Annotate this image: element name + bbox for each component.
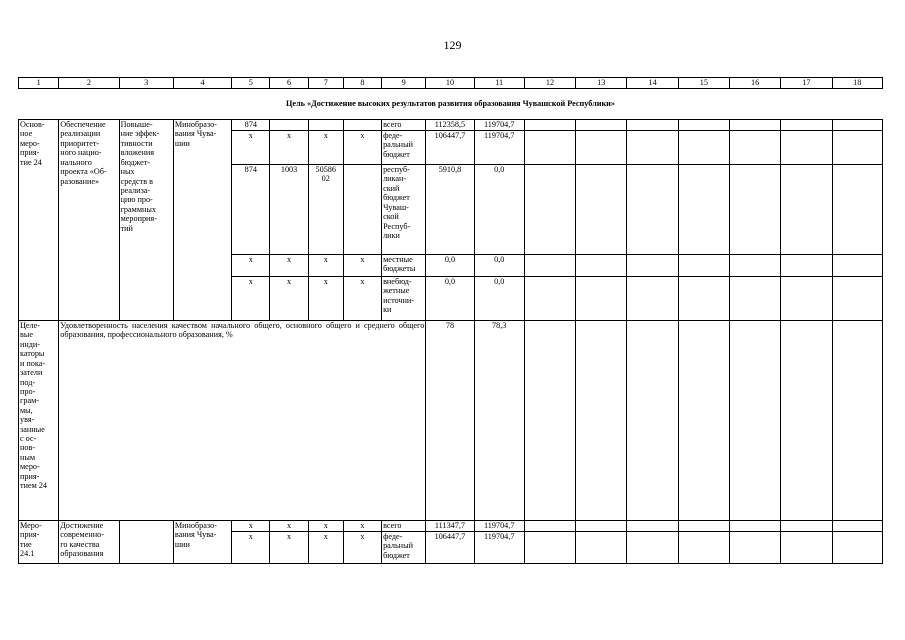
cell-empty: [781, 532, 832, 564]
budget-table: [18, 77, 883, 564]
cell-target: x: [308, 131, 343, 165]
cell-empty: [524, 277, 575, 321]
cell-empty: [627, 532, 678, 564]
cell-expense-type: [343, 165, 381, 255]
cell-source: респуб- ликан- ский бюджет Чуваш- ской Респуб- лики: [382, 165, 426, 255]
event-executor: Минобразо- вания Чува- шии: [173, 521, 231, 564]
cell-empty: [832, 321, 882, 521]
cell-empty: [729, 120, 780, 131]
col-number: 11: [474, 78, 524, 89]
cell-empty: [781, 277, 832, 321]
col-number: 4: [173, 78, 231, 89]
col-number: 1: [19, 78, 59, 89]
cell-empty: [576, 165, 627, 255]
cell-empty: [781, 165, 832, 255]
cell-section: x: [270, 255, 308, 277]
goal-row: [19, 89, 883, 120]
goal-title: Цель «Достижение высоких результатов развития образования Чувашской Республики»: [19, 89, 883, 120]
cell-target: x: [308, 277, 343, 321]
cell-target: x: [308, 521, 343, 532]
cell-empty: [678, 255, 729, 277]
cell-empty: [781, 131, 832, 165]
col-number: 13: [576, 78, 627, 89]
cell-empty: [678, 131, 729, 165]
event-label: Меро- прия- тие 24.1: [19, 521, 59, 564]
indicator-2020: 78,3: [474, 321, 524, 521]
cell-2019: 0,0: [426, 255, 474, 277]
cell-empty: [524, 131, 575, 165]
cell-2020: 119704,7: [474, 532, 524, 564]
cell-grbs: x: [232, 521, 270, 532]
event-name: Достижение современно- го качества образования: [59, 521, 119, 564]
cell-expense-type: x: [343, 532, 381, 564]
cell-target: [308, 120, 343, 131]
col-number: 10: [426, 78, 474, 89]
cell-target: 50586 02: [308, 165, 343, 255]
cell-empty: [729, 165, 780, 255]
cell-2020: 119704,7: [474, 120, 524, 131]
cell-empty: [832, 131, 882, 165]
cell-section: x: [270, 532, 308, 564]
cell-section: x: [270, 521, 308, 532]
cell-section: 1003: [270, 165, 308, 255]
cell-2020: 119704,7: [474, 131, 524, 165]
cell-expense-type: x: [343, 277, 381, 321]
indicator-2019: 78: [426, 321, 474, 521]
col-number: 8: [343, 78, 381, 89]
cell-2020: 0,0: [474, 277, 524, 321]
col-number: 14: [627, 78, 678, 89]
cell-empty: [576, 521, 627, 532]
cell-section: [270, 120, 308, 131]
col-number: 16: [729, 78, 780, 89]
cell-empty: [627, 321, 678, 521]
cell-source: феде- ральный бюджет: [382, 131, 426, 165]
cell-2020: 119704,7: [474, 521, 524, 532]
col-number: 18: [832, 78, 882, 89]
cell-target: x: [308, 532, 343, 564]
cell-empty: [627, 131, 678, 165]
cell-empty: [576, 120, 627, 131]
cell-empty: [627, 120, 678, 131]
cell-grbs: 874: [232, 120, 270, 131]
cell-2019: 112358,5: [426, 120, 474, 131]
cell-2019: 5910,8: [426, 165, 474, 255]
cell-empty: [832, 277, 882, 321]
cell-source: феде- ральный бюджет: [382, 532, 426, 564]
col-number: 12: [524, 78, 575, 89]
cell-empty: [729, 277, 780, 321]
cell-source: местные бюджеты: [382, 255, 426, 277]
cell-empty: [832, 165, 882, 255]
cell-empty: [576, 255, 627, 277]
cell-empty: [729, 321, 780, 521]
cell-grbs: 874: [232, 165, 270, 255]
cell-empty: [576, 131, 627, 165]
cell-expense-type: x: [343, 521, 381, 532]
cell-empty: [729, 521, 780, 532]
cell-source: внебюд- жетные источни- ки: [382, 277, 426, 321]
cell-expense-type: [343, 120, 381, 131]
cell-2019: 0,0: [426, 277, 474, 321]
cell-empty: [627, 521, 678, 532]
col-number: 9: [382, 78, 426, 89]
cell-empty: [524, 165, 575, 255]
cell-empty: [678, 277, 729, 321]
cell-empty: [781, 321, 832, 521]
col-number: 6: [270, 78, 308, 89]
cell-empty: [832, 532, 882, 564]
measure-executor: Минобразо- вания Чува- шии: [173, 120, 231, 321]
measure-label: Основ- ное меро- прия- тие 24: [19, 120, 59, 321]
measure-name: Обеспечение реализации приоритет- ного нацио- нального проекта «Об- разование»: [59, 120, 119, 321]
cell-empty: [524, 120, 575, 131]
indicators-label: Целе- вые инди- каторы и пока- затели под- про- грам- мы, увя- занные с ос- нов- ным меро- прия- тием 24: [19, 321, 59, 521]
indicators-row: [19, 321, 883, 521]
cell-empty: [832, 255, 882, 277]
cell-empty: [576, 532, 627, 564]
cell-expense-type: x: [343, 131, 381, 165]
col-number: 7: [308, 78, 343, 89]
cell-empty: [524, 321, 575, 521]
cell-source: всего: [382, 120, 426, 131]
cell-2019: 111347,7: [426, 521, 474, 532]
cell-empty: [524, 521, 575, 532]
indicator-text: Удовлетворенность населения качеством начального общего, основного общего и среднего общего образования, профессионального образования, %: [59, 321, 426, 521]
cell-empty: [627, 255, 678, 277]
cell-empty: [781, 255, 832, 277]
table-row: [19, 521, 883, 532]
cell-empty: [729, 532, 780, 564]
cell-empty: [627, 165, 678, 255]
cell-empty: [524, 532, 575, 564]
table-row: [19, 120, 883, 131]
cell-empty: [781, 521, 832, 532]
cell-2019: 106447,7: [426, 131, 474, 165]
cell-grbs: x: [232, 277, 270, 321]
cell-empty: [627, 277, 678, 321]
col-number: 3: [119, 78, 173, 89]
cell-grbs: x: [232, 255, 270, 277]
event-goal: [119, 521, 173, 564]
cell-empty: [781, 120, 832, 131]
col-number: 5: [232, 78, 270, 89]
col-number: 17: [781, 78, 832, 89]
cell-expense-type: x: [343, 255, 381, 277]
cell-section: x: [270, 277, 308, 321]
cell-empty: [576, 277, 627, 321]
col-number: 15: [678, 78, 729, 89]
cell-section: x: [270, 131, 308, 165]
cell-grbs: x: [232, 532, 270, 564]
cell-empty: [576, 321, 627, 521]
cell-empty: [678, 521, 729, 532]
cell-empty: [678, 532, 729, 564]
cell-empty: [678, 165, 729, 255]
column-number-row: [19, 78, 883, 89]
cell-empty: [678, 321, 729, 521]
cell-2020: 0,0: [474, 255, 524, 277]
page-number: 129: [443, 38, 462, 52]
cell-grbs: x: [232, 131, 270, 165]
cell-source: всего: [382, 521, 426, 532]
cell-2020: 0,0: [474, 165, 524, 255]
cell-target: x: [308, 255, 343, 277]
col-number: 2: [59, 78, 119, 89]
cell-empty: [832, 120, 882, 131]
cell-empty: [524, 255, 575, 277]
measure-goal: Повыше- ние эффек- тивности вложения бюджет- ных средств в реализа- цию про- граммных мероприя- тий: [119, 120, 173, 321]
cell-empty: [832, 521, 882, 532]
cell-empty: [729, 255, 780, 277]
cell-empty: [729, 131, 780, 165]
cell-2019: 106447,7: [426, 532, 474, 564]
cell-empty: [678, 120, 729, 131]
